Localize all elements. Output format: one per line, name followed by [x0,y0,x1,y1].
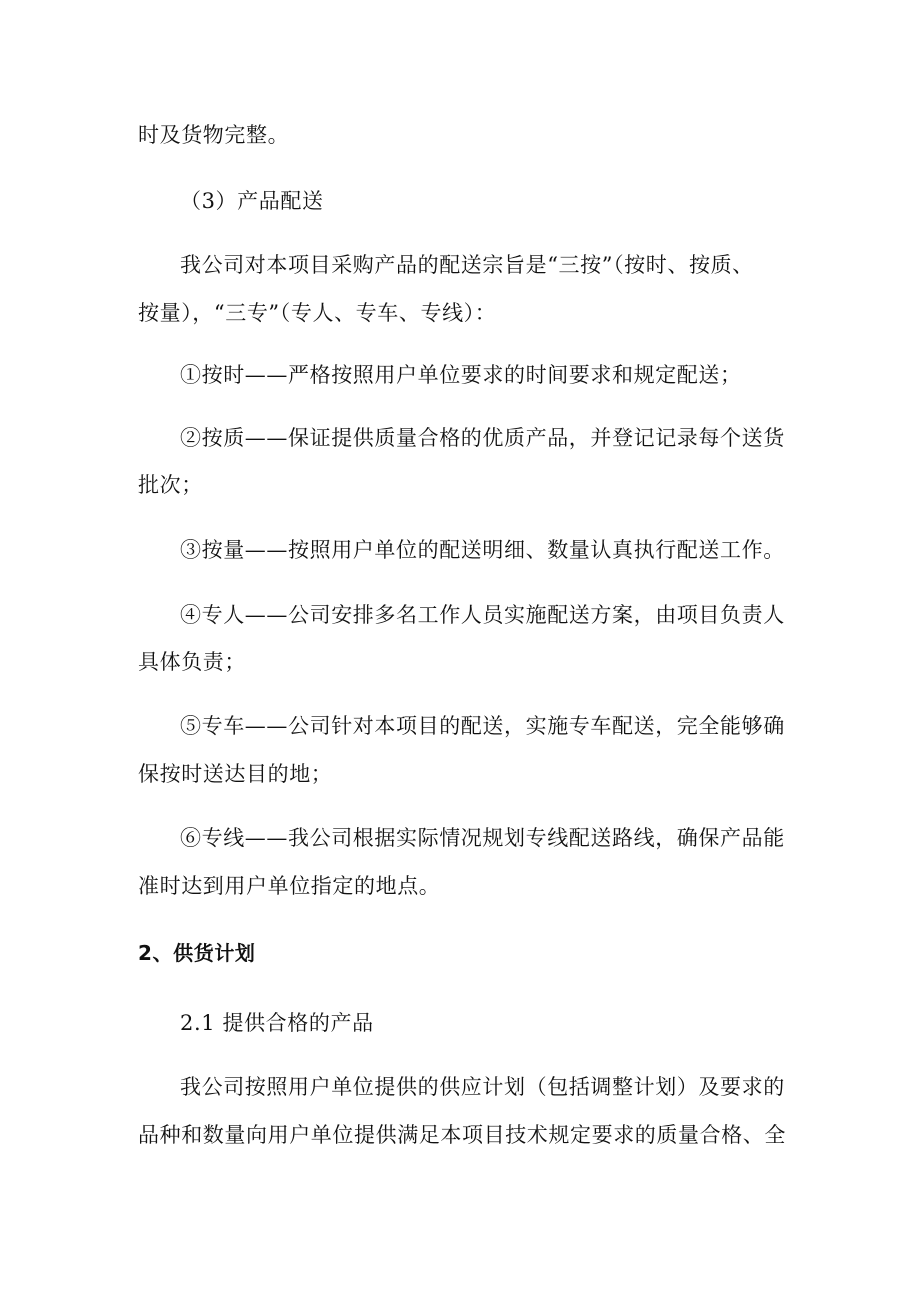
text-line: 具体负责； [138,650,246,674]
list-item: ③按量——按照用户单位的配送明细、数量认真执行配送工作。 [180,538,785,562]
text-line: 我公司按照用户单位提供的供应计划（包括调整计划）及要求的 [180,1075,785,1099]
text-line: 时及货物完整。 [138,123,290,147]
section-heading: 2、供货计划 [138,941,256,965]
text-line: 保按时送达目的地； [138,762,333,786]
text-line: 我公司对本项目采购产品的配送宗旨是“三按”（按时、按质、 [180,253,754,277]
list-item: ①按时——严格按照用户单位要求的时间要求和规定配送； [180,363,742,387]
list-item: ⑤专车——公司针对本项目的配送，实施专车配送，完全能够确 [180,714,785,738]
text-line: 品种和数量向用户单位提供满足本项目技术规定要求的质量合格、全 [138,1123,786,1147]
list-item: ⑥专线——我公司根据实际情况规划专线配送路线，确保产品能 [180,826,785,850]
text-line: 准时达到用户单位指定的地点。 [138,874,441,898]
list-item: ②按质——保证提供质量合格的优质产品，并登记记录每个送货 [180,426,785,450]
subsection-heading: 2.1 提供合格的产品 [180,1011,374,1035]
subsection-heading: （3）产品配送 [180,189,324,213]
text-line: 批次； [138,473,203,497]
text-line: 按量），“三专”（专人、专车、专线）： [138,301,497,325]
list-item: ④专人——公司安排多名工作人员实施配送方案，由项目负责人 [180,603,785,627]
